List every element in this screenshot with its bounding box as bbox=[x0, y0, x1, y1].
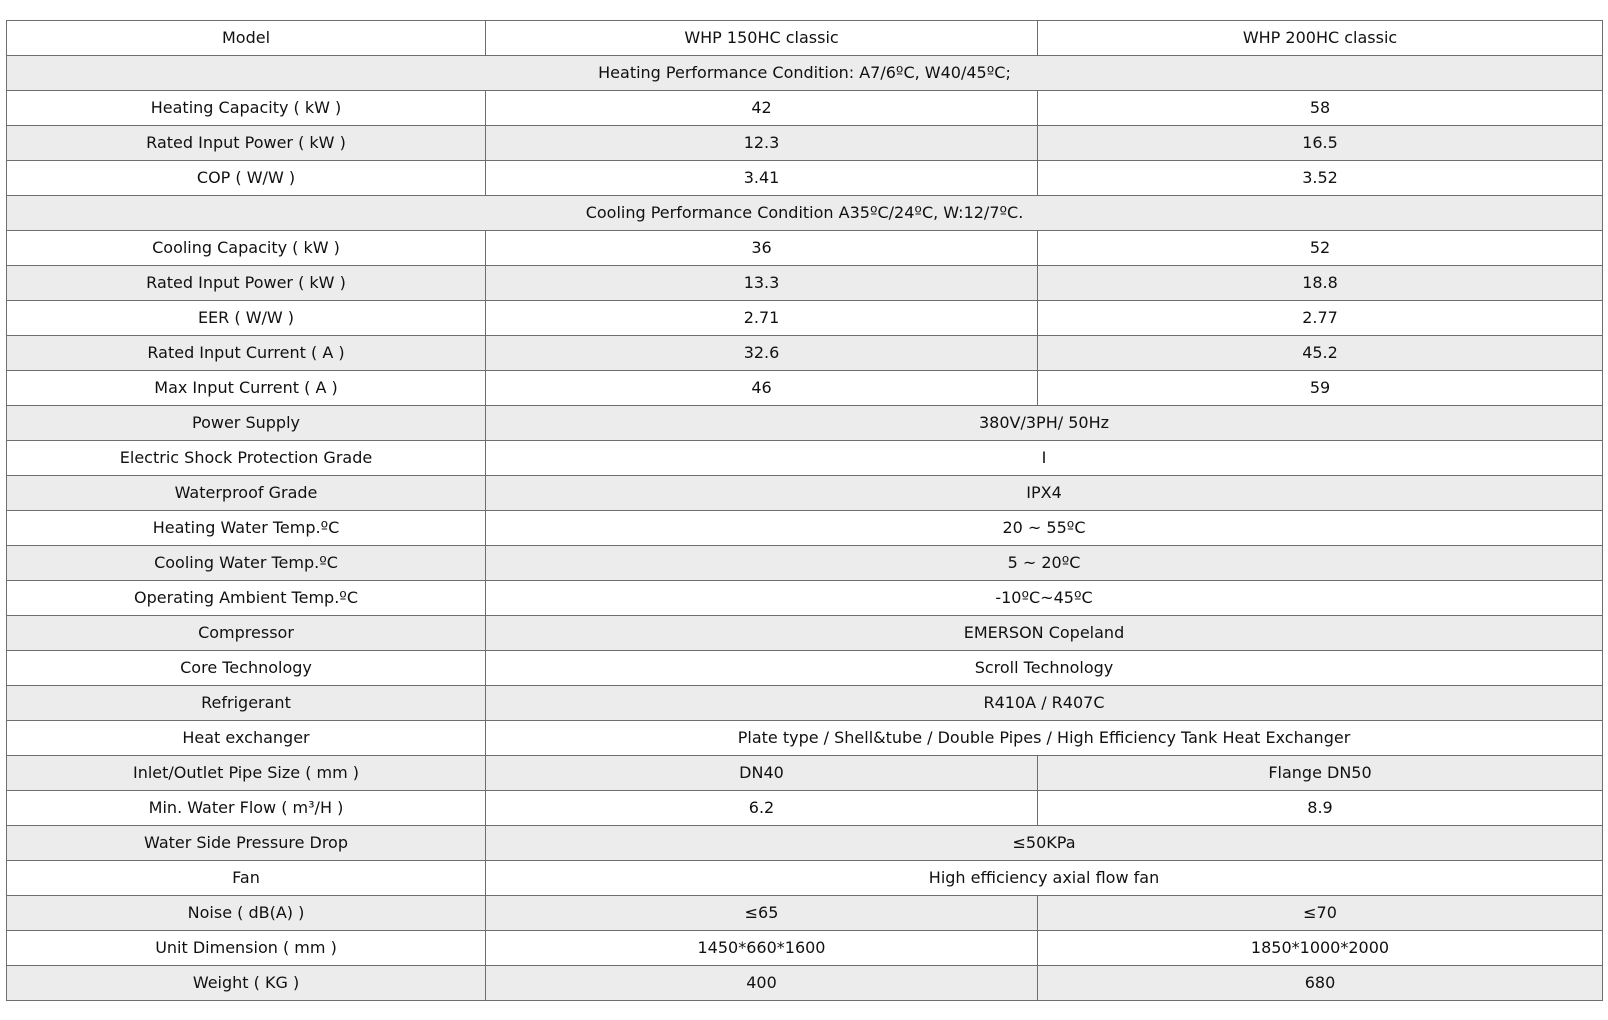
row-label: Cooling Capacity ( kW ) bbox=[7, 231, 486, 266]
row-label: Rated Input Power ( kW ) bbox=[7, 266, 486, 301]
row-label: Operating Ambient Temp.ºC bbox=[7, 581, 486, 616]
row-value-shared: High efficiency axial flow fan bbox=[486, 861, 1603, 896]
header-cell-model-2: WHP 200HC classic bbox=[1038, 21, 1603, 56]
row-label: Weight ( KG ) bbox=[7, 966, 486, 1001]
section-row bbox=[7, 196, 1603, 231]
row-value-model-2: 58 bbox=[1038, 91, 1603, 126]
row-value-shared: Scroll Technology bbox=[486, 651, 1603, 686]
row-value-shared: Plate type / Shell&tube / Double Pipes / High Efficiency Tank Heat Exchanger bbox=[486, 721, 1603, 756]
row-value-model-2: 1850*1000*2000 bbox=[1038, 931, 1603, 966]
row-value-shared: -10ºC~45ºC bbox=[486, 581, 1603, 616]
table-row bbox=[7, 91, 1603, 126]
row-value-model-2: ≤70 bbox=[1038, 896, 1603, 931]
row-label: Rated Input Current ( A ) bbox=[7, 336, 486, 371]
section-title: Heating Performance Condition: A7/6ºC, W40/45ºC; bbox=[7, 56, 1603, 91]
spec-table-body bbox=[7, 56, 1603, 1001]
row-label: EER ( W/W ) bbox=[7, 301, 486, 336]
row-value-model-2: 18.8 bbox=[1038, 266, 1603, 301]
row-value-model-1: 46 bbox=[486, 371, 1038, 406]
row-value-model-2: 3.52 bbox=[1038, 161, 1603, 196]
row-label: Inlet/Outlet Pipe Size ( mm ) bbox=[7, 756, 486, 791]
row-value-model-1: 400 bbox=[486, 966, 1038, 1001]
row-value-shared: I bbox=[486, 441, 1603, 476]
table-row bbox=[7, 126, 1603, 161]
row-value-model-1: 42 bbox=[486, 91, 1038, 126]
row-value-shared: 20 ~ 55ºC bbox=[486, 511, 1603, 546]
row-value-model-1: ≤65 bbox=[486, 896, 1038, 931]
row-label: Core Technology bbox=[7, 651, 486, 686]
table-row bbox=[7, 896, 1603, 931]
section-row bbox=[7, 56, 1603, 91]
row-value-model-2: 16.5 bbox=[1038, 126, 1603, 161]
row-label: Max Input Current ( A ) bbox=[7, 371, 486, 406]
row-value-model-1: 2.71 bbox=[486, 301, 1038, 336]
spec-table bbox=[6, 20, 1603, 1001]
table-row bbox=[7, 651, 1603, 686]
row-label: Heat exchanger bbox=[7, 721, 486, 756]
row-value-model-2: 2.77 bbox=[1038, 301, 1603, 336]
row-label: Compressor bbox=[7, 616, 486, 651]
table-row bbox=[7, 266, 1603, 301]
table-row bbox=[7, 336, 1603, 371]
row-value-model-2: 8.9 bbox=[1038, 791, 1603, 826]
header-cell-model-1: WHP 150HC classic bbox=[486, 21, 1038, 56]
row-value-model-1: 12.3 bbox=[486, 126, 1038, 161]
row-value-model-1: 32.6 bbox=[486, 336, 1038, 371]
table-row bbox=[7, 686, 1603, 721]
table-row bbox=[7, 861, 1603, 896]
row-value-shared: EMERSON Copeland bbox=[486, 616, 1603, 651]
table-row bbox=[7, 966, 1603, 1001]
row-label: Power Supply bbox=[7, 406, 486, 441]
row-label: Unit Dimension ( mm ) bbox=[7, 931, 486, 966]
row-label: Heating Water Temp.ºC bbox=[7, 511, 486, 546]
row-value-model-2: Flange DN50 bbox=[1038, 756, 1603, 791]
row-label: Refrigerant bbox=[7, 686, 486, 721]
row-value-model-2: 59 bbox=[1038, 371, 1603, 406]
table-row bbox=[7, 756, 1603, 791]
row-value-model-2: 45.2 bbox=[1038, 336, 1603, 371]
spec-table-container bbox=[6, 20, 1602, 1001]
row-value-shared: IPX4 bbox=[486, 476, 1603, 511]
row-label: Rated Input Power ( kW ) bbox=[7, 126, 486, 161]
table-row bbox=[7, 301, 1603, 336]
row-label: COP ( W/W ) bbox=[7, 161, 486, 196]
row-value-shared: R410A / R407C bbox=[486, 686, 1603, 721]
section-title: Cooling Performance Condition A35ºC/24ºC, W:12/7ºC. bbox=[7, 196, 1603, 231]
table-row bbox=[7, 441, 1603, 476]
table-row bbox=[7, 791, 1603, 826]
row-label: Heating Capacity ( kW ) bbox=[7, 91, 486, 126]
row-value-model-1: 6.2 bbox=[486, 791, 1038, 826]
row-value-model-2: 52 bbox=[1038, 231, 1603, 266]
row-label: Waterproof Grade bbox=[7, 476, 486, 511]
table-row bbox=[7, 721, 1603, 756]
table-row bbox=[7, 371, 1603, 406]
row-value-shared: ≤50KPa bbox=[486, 826, 1603, 861]
row-label: Electric Shock Protection Grade bbox=[7, 441, 486, 476]
row-value-model-2: 680 bbox=[1038, 966, 1603, 1001]
row-value-model-1: DN40 bbox=[486, 756, 1038, 791]
row-label: Water Side Pressure Drop bbox=[7, 826, 486, 861]
header-cell-model: Model bbox=[7, 21, 486, 56]
table-row bbox=[7, 511, 1603, 546]
table-row bbox=[7, 546, 1603, 581]
table-row bbox=[7, 406, 1603, 441]
table-row bbox=[7, 931, 1603, 966]
row-value-model-1: 13.3 bbox=[486, 266, 1038, 301]
table-row bbox=[7, 581, 1603, 616]
row-value-shared: 380V/3PH/ 50Hz bbox=[486, 406, 1603, 441]
row-value-model-1: 3.41 bbox=[486, 161, 1038, 196]
table-row bbox=[7, 826, 1603, 861]
row-label: Cooling Water Temp.ºC bbox=[7, 546, 486, 581]
table-row bbox=[7, 161, 1603, 196]
table-row bbox=[7, 476, 1603, 511]
row-value-model-1: 1450*660*1600 bbox=[486, 931, 1038, 966]
row-value-model-1: 36 bbox=[486, 231, 1038, 266]
row-value-shared: 5 ~ 20ºC bbox=[486, 546, 1603, 581]
table-row bbox=[7, 616, 1603, 651]
table-row bbox=[7, 231, 1603, 266]
header-row bbox=[7, 21, 1603, 56]
row-label: Min. Water Flow ( m³/H ) bbox=[7, 791, 486, 826]
row-label: Fan bbox=[7, 861, 486, 896]
row-label: Noise ( dB(A) ) bbox=[7, 896, 486, 931]
